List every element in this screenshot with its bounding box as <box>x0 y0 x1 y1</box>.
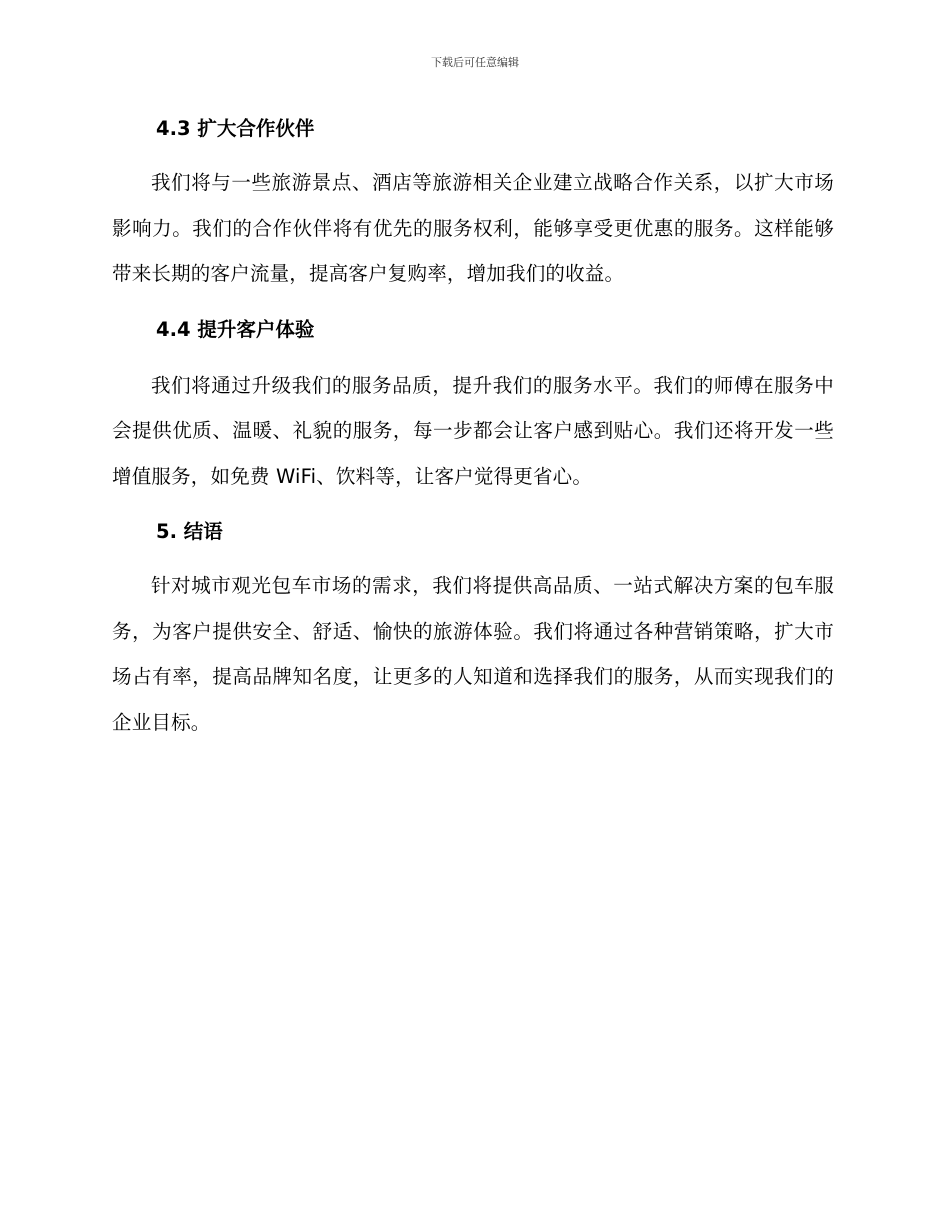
section-paragraph-4-4: 我们将通过升级我们的服务品质，提升我们的服务水平。我们的师傅在服务中会提供优质、温暖、礼貌的服务，每一步都会让客户感到贴心。我们还将开发一些增值服务，如免费 WiFi、饮料等，让客户觉得更省心。 <box>112 373 834 488</box>
section-heading-4-3: 4.3 扩大合作伙伴 <box>156 117 315 140</box>
page-header-note: 下载后可任意编辑 <box>431 56 519 69</box>
section-paragraph-5: 针对城市观光包车市场的需求，我们将提供高品质、一站式解决方案的包车服务，为客户提供安全、舒适、愉快的旅游体验。我们将通过各种营销策略，扩大市场占有率，提高品牌知名度，让更多的人知道和选择我们的服务，从而实现我们的企业目标。 <box>112 574 834 734</box>
section-paragraph-4-3: 我们将与一些旅游景点、酒店等旅游相关企业建立战略合作关系，以扩大市场影响力。我们的合作伙伴将有优先的服务权利，能够享受更优惠的服务。这样能够带来长期的客户流量，提高客户复购率，增加我们的收益。 <box>112 171 834 285</box>
document-body <box>112 112 834 745</box>
section-heading-4-4: 4.4 提升客户体验 <box>156 317 315 341</box>
section-heading-5: 5. 结语 <box>156 520 223 543</box>
